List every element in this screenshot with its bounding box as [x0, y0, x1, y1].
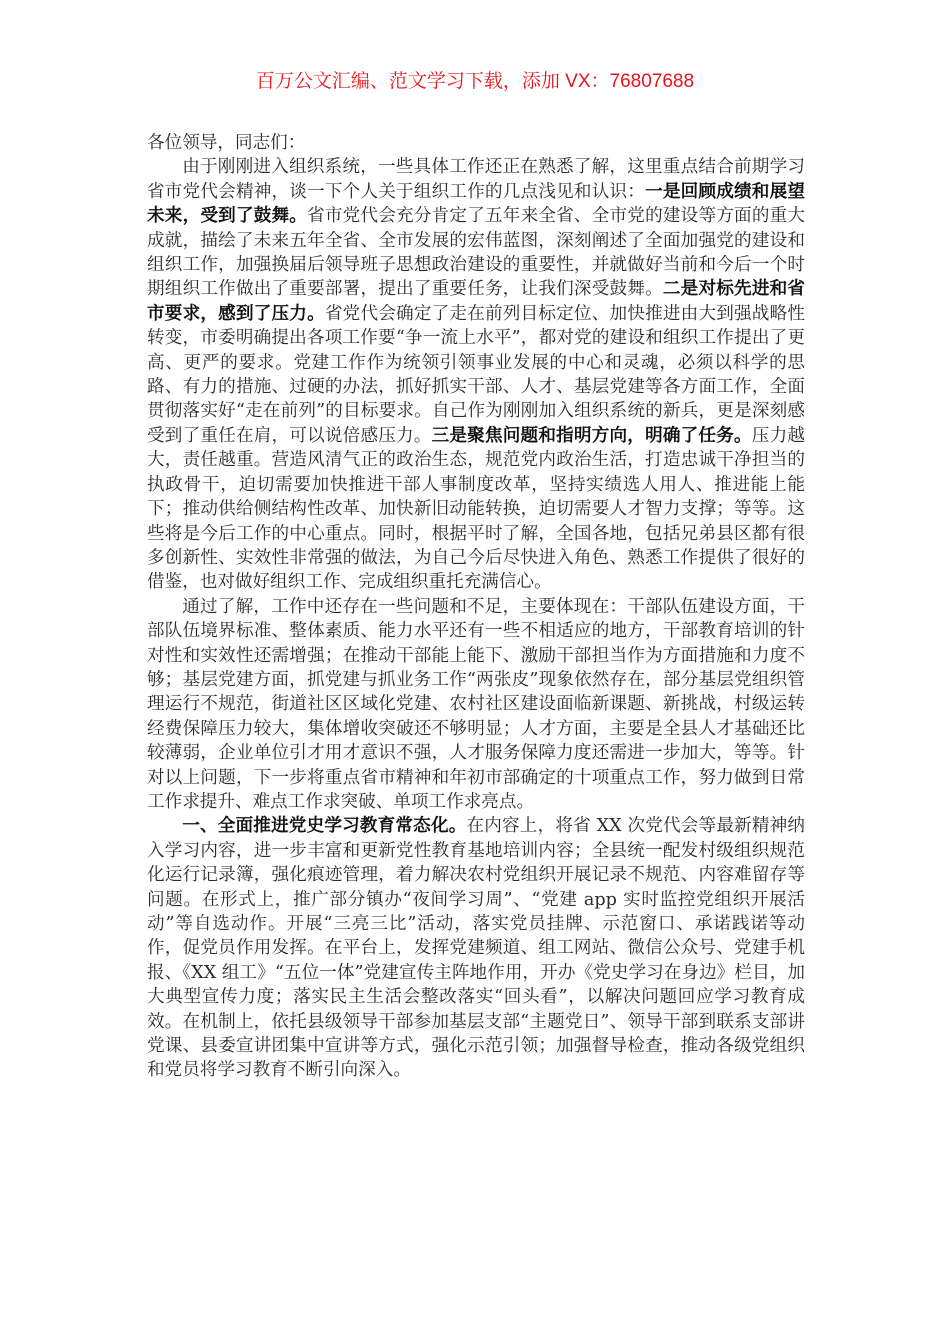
- paragraph-section-one: [147, 814, 805, 1082]
- paragraph-intro: [147, 155, 805, 594]
- text-segment: 省党代会确定了走在前列目标定位、加快推进由大到强战略性转变，市委明确提出各项工作要“争一流上水平”，都对党的建设和组织工作提出了更高、更严的要求。党建工作作为统领引领事业发展的中心和灵魂，必须以科学的思路、有力的措施、过硬的办法，抓好抓实干部、人才、基层党建等各方面工作，全面贯彻落实好“走在前列”的目标要求。自己作为刚刚加入组织系统的新兵，更是深刻感受到了重任在肩，可以说倍感压力。: [147, 303, 805, 446]
- text-segment: 通过了解，工作中还存在一些问题和不足，主要体现在：干部队伍建设方面，干部队伍境界标准、整体素质、能力水平还有一些不相适应的地方，干部教育培训的针对性和实效性还需增强；在推动干部能上能下、激励干部担当作为方面措施和力度不够；基层党建方面，抓党建与抓业务工作“两张皮”现象依然存在，部分基层党组织管理运行不规范，街道社区区域化党建、农村社区建设面临新课题、新挑战，村级运转经费保障压力较大，集体增收突破还不够明显；人才方面，主要是全县人才基础还比较薄弱，企业单位引才用才意识不强，人才服务保障力度还需进一步加大，等等。针对以上问题，下一步将重点省市精神和年初市部确定的十项重点工作，努力做到日常工作求提升、难点工作求突破、单项工作求亮点。: [147, 596, 805, 812]
- paragraph-problems: [147, 595, 805, 815]
- watermark-banner: 百万公文汇编、范文学习下载，添加 VX：76807688: [255, 71, 695, 92]
- text-segment: 在内容上，将省 XX 次党代会等最新精神纳入学习内容，进一步丰富和更新党性教育基地培训内容；全县统一配发村级组织规范化运行记录簿，强化痕迹管理，着力解决农村党组织开展记录不规范、内容难留存等问题。在形式上，推广部分镇办“夜间学习周”、“党建 app 实时监控党组织开展活动”等自选动作。开展“三亮三比”活动，落实党员挂牌、示范窗口、承诺践诺等动作，促党员作用发挥。在平台上，发挥党建频道、组工网站、微信公众号、党建手机报、《XX 组工》“五位一体”党建宣传主阵地作用，开办《党史学习在身边》栏目，加大典型宣传力度；落实民主生活会整改落实“回头看”，以解决问题回应学习教育成效。在机制上，依托县级领导干部参加基层支部“主题党日”、领导干部到联系支部讲党课、县委宣讲团集中宣讲等方式，强化示范引领；加强督导检查，推动各级党组织和党员将学习教育不断引向深入。: [147, 816, 805, 1081]
- section-heading: 一、全面推进党史学习教育常态化。: [182, 816, 467, 837]
- bold-heading-segment: 一是回顾成绩和展望未来，受到了鼓舞。: [147, 181, 805, 227]
- text-segment: 由于刚刚进入组织系统，一些具体工作还正在熟悉了解，这里重点结合前期学习省市党代会精神，谈一下个人关于组织工作的几点浅见和认识：: [147, 157, 805, 202]
- salutation: 各位领导，同志们：: [147, 133, 306, 153]
- document-body: [147, 131, 805, 1083]
- bold-heading-segment: 二是对标先进和省市要求，感到了压力。: [147, 279, 805, 324]
- bold-heading-segment: 三是聚焦问题和指明方向，明确了任务。: [431, 425, 752, 446]
- text-segment: 省市党代会充分肯定了五年来全省、全市党的建设等方面的重大成就，描绘了未来五年全省、全市发展的宏伟蓝图，深刻阐述了全面加强党的建设和组织工作，加强换届后领导班子思想政治建设的重要性，并就做好当前和今后一个时期组织工作做出了重要部署，提出了重要任务，让我们深受鼓舞。: [147, 206, 805, 300]
- text-segment: 压力越大，责任越重。营造风清气正的政治生态，规范党内政治生活，打造忠诚干净担当的执政骨干，迫切需要加快推进干部人事制度改革，坚持实绩选人用人、推进能上能下；推动供给侧结构性改革、加快新旧动能转换，迫切需要人才智力支撑；等等。这些将是今后工作的中心重点。同时，根据平时了解，全国各地，包括兄弟县区都有很多创新性、实效性非常强的做法，为自己今后尽快进入角色、熟悉工作提供了很好的借鉴，也对做好组织工作、完成组织重托充满信心。: [147, 425, 805, 593]
